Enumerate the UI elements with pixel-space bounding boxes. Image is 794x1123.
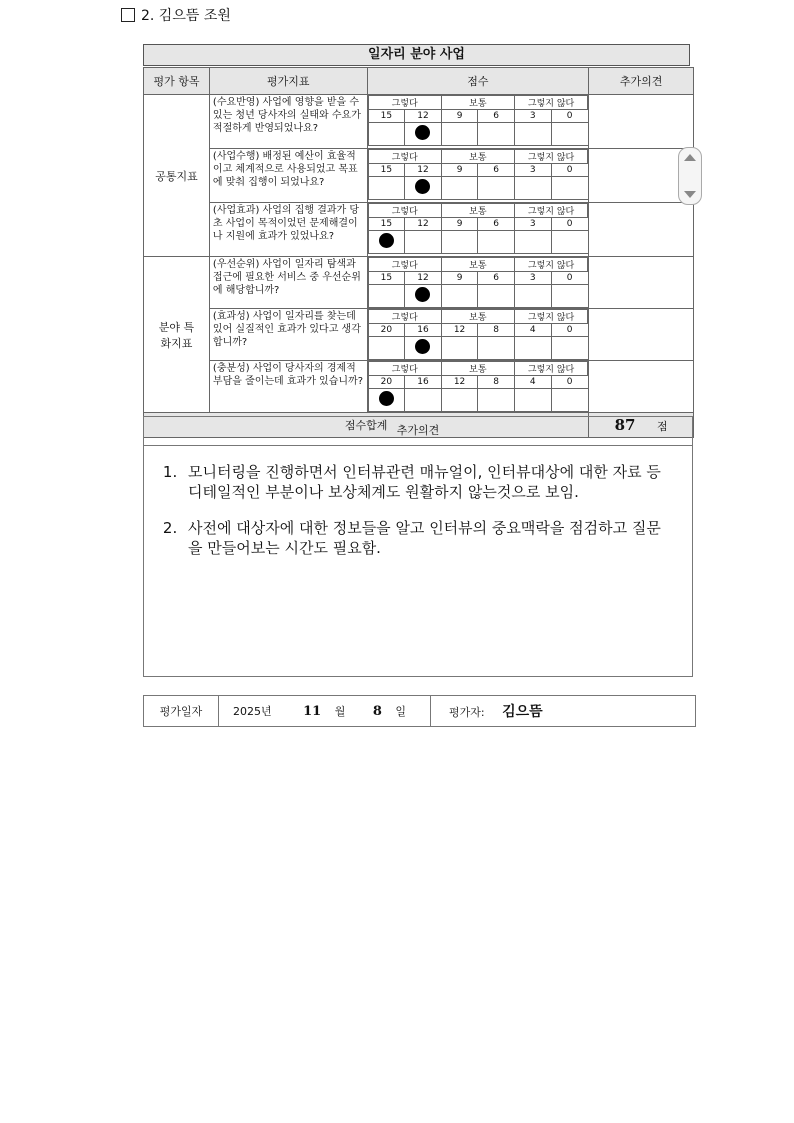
scale-label-high: 그렇다 xyxy=(368,204,441,218)
score-mark-cell[interactable] xyxy=(514,337,551,360)
score-cell xyxy=(367,257,589,309)
score-option[interactable]: 0 xyxy=(551,324,588,337)
scale-label-high: 그렇다 xyxy=(368,362,441,376)
evaluator-label: 평가자: xyxy=(449,706,485,719)
score-option[interactable]: 3 xyxy=(514,218,551,231)
score-cell xyxy=(367,149,589,203)
score-mark-cell[interactable] xyxy=(441,231,478,254)
score-mark-cell[interactable] xyxy=(551,337,588,360)
extra-opinion-cell[interactable] xyxy=(589,95,694,149)
score-mark-cell[interactable] xyxy=(551,285,588,308)
score-option[interactable]: 0 xyxy=(551,376,588,389)
score-mark-cell[interactable] xyxy=(405,389,442,412)
scale-label-mid: 보통 xyxy=(441,310,514,324)
table-row xyxy=(144,257,694,309)
scale-label-mid: 보통 xyxy=(441,204,514,218)
header-indicator: 평가지표 xyxy=(209,68,367,95)
scale-label-high: 그렇다 xyxy=(368,258,441,272)
score-mark-cell[interactable] xyxy=(551,231,588,254)
header-score: 점수 xyxy=(367,68,589,95)
section-heading-text: 2. 김으뜸 조원 xyxy=(141,8,231,24)
scale-label-mid: 보통 xyxy=(441,96,514,110)
category-common: 공통지표 xyxy=(144,95,210,257)
evaluation-table xyxy=(143,67,694,438)
score-option[interactable]: 15 xyxy=(368,218,405,231)
scale-label-high: 그렇다 xyxy=(368,150,441,164)
score-option[interactable]: 12 xyxy=(405,164,442,177)
total-label: 점수합계 xyxy=(144,413,589,438)
score-mark-cell[interactable] xyxy=(405,337,442,360)
question-text: (사업수행) 배정된 예산이 효율적이고 체계적으로 사용되었고 목표에 맞춰 집행이 되었나요? xyxy=(209,149,367,203)
opinion-list xyxy=(182,462,672,558)
extra-opinion-cell[interactable] xyxy=(589,257,694,309)
score-mark-cell[interactable] xyxy=(441,177,478,200)
scale-label-mid: 보통 xyxy=(441,150,514,164)
header-category: 평가 항목 xyxy=(144,68,210,95)
score-option[interactable]: 0 xyxy=(551,272,588,285)
score-mark-cell[interactable] xyxy=(405,123,442,146)
score-mark-cell[interactable] xyxy=(551,123,588,146)
extra-opinion-cell[interactable] xyxy=(589,203,694,257)
question-text: (효과성) 사업이 일자리를 찾는데 있어 실질적인 효과가 있다고 생각합니까? xyxy=(209,309,367,361)
date-year: 2025년 xyxy=(233,705,272,718)
score-mark-cell[interactable] xyxy=(514,389,551,412)
score-mark-cell[interactable] xyxy=(478,231,515,254)
table-row xyxy=(144,203,694,257)
score-mark-cell[interactable] xyxy=(368,285,405,308)
score-mark-cell[interactable] xyxy=(368,389,405,412)
score-mark-cell[interactable] xyxy=(478,285,515,308)
score-option[interactable]: 3 xyxy=(514,272,551,285)
evaluator-cell xyxy=(431,696,696,727)
opinion-header: 추가의견 xyxy=(144,417,692,446)
score-mark-cell[interactable] xyxy=(441,285,478,308)
score-mark-cell[interactable] xyxy=(368,177,405,200)
table-row xyxy=(144,149,694,203)
score-mark-cell[interactable] xyxy=(478,123,515,146)
score-mark-cell[interactable] xyxy=(478,389,515,412)
scale-label-low: 그렇지 않다 xyxy=(514,258,587,272)
total-unit: 점 xyxy=(656,420,668,433)
selected-mark-icon xyxy=(379,391,394,406)
score-mark-cell[interactable] xyxy=(368,231,405,254)
score-cell xyxy=(367,361,589,413)
score-option[interactable]: 9 xyxy=(441,110,478,123)
score-option[interactable]: 0 xyxy=(551,110,588,123)
score-option[interactable]: 9 xyxy=(441,218,478,231)
score-mark-cell[interactable] xyxy=(478,177,515,200)
score-option[interactable]: 6 xyxy=(478,110,515,123)
score-option[interactable]: 8 xyxy=(478,376,515,389)
score-mark-cell[interactable] xyxy=(551,389,588,412)
date-cell xyxy=(219,696,431,727)
scale-label-high: 그렇다 xyxy=(368,310,441,324)
score-mark-cell[interactable] xyxy=(405,231,442,254)
score-option[interactable]: 3 xyxy=(514,164,551,177)
section-heading xyxy=(121,5,231,25)
score-option[interactable]: 12 xyxy=(405,218,442,231)
score-mark-cell[interactable] xyxy=(551,177,588,200)
extra-opinion-cell[interactable] xyxy=(589,309,694,361)
score-option[interactable]: 3 xyxy=(514,110,551,123)
extra-opinion-cell[interactable] xyxy=(589,361,694,413)
score-mark-cell[interactable] xyxy=(441,337,478,360)
question-text: (사업효과) 사업의 집행 결과가 당초 사업이 목적이었던 문제해결이나 지원에 효과가 있었나요? xyxy=(209,203,367,257)
selected-mark-icon xyxy=(415,125,430,140)
score-cell xyxy=(367,203,589,257)
date-day-unit: 일 xyxy=(395,705,407,718)
score-option[interactable]: 6 xyxy=(478,272,515,285)
selected-mark-icon xyxy=(415,339,430,354)
scale-label-mid: 보통 xyxy=(441,362,514,376)
total-value: 87 xyxy=(614,416,636,434)
score-option[interactable]: 4 xyxy=(514,376,551,389)
score-option[interactable]: 12 xyxy=(405,272,442,285)
date-day: 8 xyxy=(372,704,382,719)
score-option[interactable]: 12 xyxy=(441,324,478,337)
score-option[interactable]: 9 xyxy=(441,164,478,177)
question-text: (우선순위) 사업이 일자리 탐색과 접근에 필요한 서비스 중 우선순위에 해당합니까? xyxy=(209,257,367,309)
scale-label-low: 그렇지 않다 xyxy=(514,96,587,110)
score-option[interactable]: 15 xyxy=(368,110,405,123)
score-option[interactable]: 6 xyxy=(478,218,515,231)
score-option[interactable]: 15 xyxy=(368,164,405,177)
date-label: 평가일자 xyxy=(144,696,219,727)
score-cell xyxy=(367,309,589,361)
score-mark-cell[interactable] xyxy=(441,123,478,146)
score-mark-cell[interactable] xyxy=(514,123,551,146)
scale-label-low: 그렇지 않다 xyxy=(514,310,587,324)
score-mark-cell[interactable] xyxy=(405,177,442,200)
score-mark-cell[interactable] xyxy=(514,285,551,308)
score-option[interactable]: 6 xyxy=(478,164,515,177)
scale-label-mid: 보통 xyxy=(441,258,514,272)
score-option[interactable]: 8 xyxy=(478,324,515,337)
category-special: 분야 특화지표 xyxy=(144,257,210,413)
date-month-unit: 월 xyxy=(334,705,346,718)
score-mark-cell[interactable] xyxy=(368,123,405,146)
selected-mark-icon xyxy=(379,233,394,248)
scroll-up-icon[interactable] xyxy=(684,154,696,161)
score-option[interactable]: 20 xyxy=(368,324,405,337)
date-month: 11 xyxy=(303,704,322,719)
evaluator-name: 김으뜸 xyxy=(502,704,543,720)
table-row xyxy=(144,309,694,361)
score-option[interactable]: 12 xyxy=(405,110,442,123)
opinion-box xyxy=(143,416,693,677)
score-option[interactable]: 9 xyxy=(441,272,478,285)
score-mark-cell[interactable] xyxy=(405,285,442,308)
score-option[interactable]: 16 xyxy=(405,324,442,337)
opinion-item-1: 1. 모니터링을 진행하면서 인터뷰관련 매뉴얼이, 인터뷰대상에 대한 자료 등 디테일적인 부분이나 보상체계도 원활하지 않는것으로 보임. xyxy=(182,462,672,502)
scroll-control[interactable] xyxy=(678,147,702,205)
scale-label-low: 그렇지 않다 xyxy=(514,150,587,164)
table-row xyxy=(144,95,694,149)
score-option[interactable]: 0 xyxy=(551,164,588,177)
score-option[interactable]: 20 xyxy=(368,376,405,389)
score-option[interactable]: 0 xyxy=(551,218,588,231)
score-option[interactable]: 4 xyxy=(514,324,551,337)
opinion-item-2: 2. 사전에 대상자에 대한 정보들을 알고 인터뷰의 중요맥락을 점검하고 질문을 만들어보는 시간도 필요함. xyxy=(182,518,672,558)
score-mark-cell[interactable] xyxy=(441,389,478,412)
form-title: 일자리 분야 사업 xyxy=(143,44,690,66)
score-mark-cell[interactable] xyxy=(514,177,551,200)
score-option[interactable]: 16 xyxy=(405,376,442,389)
table-header-row xyxy=(144,68,694,95)
footer-table xyxy=(143,695,696,727)
scroll-down-icon[interactable] xyxy=(684,191,696,198)
scale-label-low: 그렇지 않다 xyxy=(514,204,587,218)
score-option[interactable]: 12 xyxy=(441,376,478,389)
scale-label-high: 그렇다 xyxy=(368,96,441,110)
selected-mark-icon xyxy=(415,179,430,194)
score-mark-cell[interactable] xyxy=(514,231,551,254)
score-mark-cell[interactable] xyxy=(478,337,515,360)
question-text: (충분성) 사업이 당사자의 경제적 부담을 줄이는데 효과가 있습니까? xyxy=(209,361,367,413)
table-row xyxy=(144,361,694,413)
question-text: (수요반영) 사업에 영향을 받을 수 있는 청년 당사자의 실태와 수요가 적절하게 반영되었나요? xyxy=(209,95,367,149)
score-mark-cell[interactable] xyxy=(368,337,405,360)
scale-label-low: 그렇지 않다 xyxy=(514,362,587,376)
score-option[interactable]: 15 xyxy=(368,272,405,285)
score-cell xyxy=(367,95,589,149)
header-extra: 추가의견 xyxy=(589,68,694,95)
selected-mark-icon xyxy=(415,287,430,302)
checkbox-icon xyxy=(121,8,135,22)
